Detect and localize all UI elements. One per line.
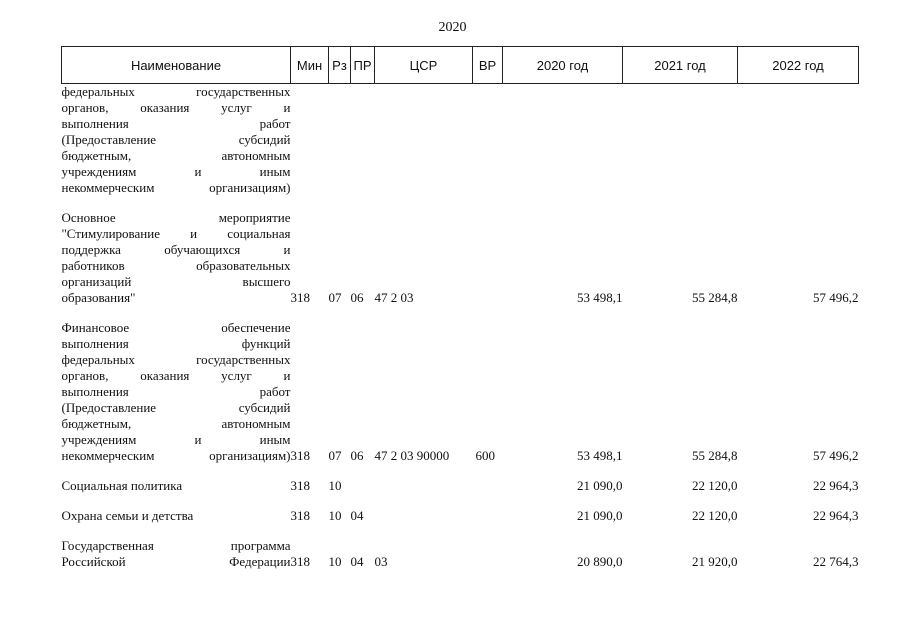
row-name-line: некоммерческим организациям)	[61, 448, 291, 463]
row-name-line: выполнения работ	[61, 116, 291, 131]
table-row	[62, 508, 859, 524]
row-name-line: органов, оказания услуг и	[61, 100, 291, 115]
row-name-line: организаций высшего	[61, 274, 291, 289]
row-name-line: бюджетным, автономным	[61, 148, 291, 163]
row-spacer	[62, 494, 859, 508]
row-name-line: Государственная программа	[61, 538, 291, 553]
header-2022: 2022 год	[738, 47, 859, 84]
row-name-line: учреждениям и иным	[61, 164, 291, 179]
budget-table	[61, 46, 859, 570]
cell-min	[291, 84, 329, 197]
table-row	[62, 538, 859, 570]
cell-pr: 04	[350, 508, 364, 523]
row-name-line: "Стимулирование и социальная	[61, 226, 291, 241]
cell-y2020: 21 090,0	[577, 478, 623, 493]
cell-rz: 10	[328, 554, 342, 569]
row-spacer	[62, 464, 859, 478]
cell-csr	[375, 84, 473, 197]
row-name-line: поддержка обучающихся и	[61, 242, 291, 257]
cell-vr	[473, 508, 503, 524]
cell-min: 318	[290, 290, 310, 305]
row-name-line: образования"	[61, 290, 136, 305]
table-row	[62, 84, 859, 197]
cell-y2020: 53 498,1	[577, 290, 623, 305]
header-min: Мин	[291, 47, 329, 84]
header-2021: 2021 год	[623, 47, 738, 84]
cell-y2020: 20 890,0	[577, 554, 623, 569]
cell-pr	[351, 478, 375, 494]
cell-y2021: 55 284,8	[692, 290, 738, 305]
cell-y2022: 57 496,2	[813, 290, 859, 305]
cell-pr: 06	[350, 290, 364, 305]
row-name	[62, 478, 291, 494]
row-name-line: Российской Федерации	[61, 554, 291, 569]
row-name-line: учреждениям и иным	[61, 432, 291, 447]
cell-vr	[473, 538, 503, 570]
cell-y2022: 22 964,3	[813, 508, 859, 523]
cell-pr: 04	[350, 554, 364, 569]
row-name-line: Основное мероприятие	[61, 210, 291, 225]
cell-vr: 600	[475, 448, 495, 463]
row-spacer	[62, 306, 859, 320]
cell-y2020	[503, 84, 623, 197]
cell-csr	[375, 508, 473, 524]
cell-vr	[473, 84, 503, 197]
row-name	[62, 84, 291, 197]
cell-rz: 10	[328, 508, 342, 523]
row-spacer-cell	[62, 196, 859, 210]
table-row	[62, 320, 859, 464]
row-name	[62, 508, 291, 524]
row-name	[62, 320, 291, 464]
row-name-line: Охрана семьи и детства	[61, 508, 194, 523]
header-rz: Рз	[329, 47, 351, 84]
cell-y2022: 57 496,2	[813, 448, 859, 463]
cell-y2020: 53 498,1	[577, 448, 623, 463]
table-body	[62, 84, 859, 571]
cell-csr: 47 2 03	[374, 290, 414, 305]
cell-vr	[473, 210, 503, 306]
cell-csr: 47 2 03 90000	[374, 448, 450, 463]
header-pr: ПР	[351, 47, 375, 84]
row-name-line: некоммерческим организациям)	[61, 180, 291, 195]
row-name-line: выполнения работ	[61, 384, 291, 399]
row-spacer	[62, 524, 859, 538]
cell-y2020: 21 090,0	[577, 508, 623, 523]
cell-min: 318	[290, 554, 310, 569]
header-2020: 2020 год	[503, 47, 623, 84]
cell-rz	[329, 84, 351, 197]
cell-y2022: 22 764,3	[813, 554, 859, 569]
table-row	[62, 210, 859, 306]
cell-rz: 10	[328, 478, 342, 493]
header-csr: ЦСР	[375, 47, 473, 84]
cell-y2021: 22 120,0	[692, 478, 738, 493]
cell-min: 318	[290, 478, 310, 493]
row-name-line: Социальная политика	[61, 478, 183, 493]
cell-y2021: 21 920,0	[692, 554, 738, 569]
table-header	[62, 47, 859, 84]
row-name	[62, 538, 291, 570]
row-name-line: бюджетным, автономным	[61, 416, 291, 431]
row-name-line: федеральных государственных	[61, 352, 291, 367]
row-name-line: Финансовое обеспечение	[61, 320, 291, 335]
cell-y2022	[738, 84, 859, 197]
row-spacer-cell	[62, 464, 859, 478]
row-name-line: (Предоставление субсидий	[61, 132, 291, 147]
row-spacer-cell	[62, 524, 859, 538]
cell-rz: 07	[328, 290, 342, 305]
cell-y2021	[623, 84, 738, 197]
row-spacer	[62, 196, 859, 210]
row-name-line: органов, оказания услуг и	[61, 368, 291, 383]
cell-min: 318	[290, 508, 310, 523]
page-number: 2020	[438, 20, 467, 35]
header-name: Наименование	[62, 47, 291, 84]
row-name-line: работников образовательных	[61, 258, 291, 273]
header-vr: ВР	[473, 47, 503, 84]
cell-pr	[351, 84, 375, 197]
row-name-line: выполнения функций	[61, 336, 291, 351]
cell-csr	[375, 478, 473, 494]
row-name	[62, 210, 291, 306]
cell-pr: 06	[350, 448, 364, 463]
cell-vr	[473, 478, 503, 494]
cell-y2021: 22 120,0	[692, 508, 738, 523]
cell-csr: 03	[374, 554, 388, 569]
cell-y2021: 55 284,8	[692, 448, 738, 463]
cell-min: 318	[290, 448, 310, 463]
cell-y2022: 22 964,3	[813, 478, 859, 493]
row-name-line: федеральных государственных	[61, 84, 291, 99]
cell-rz: 07	[328, 448, 342, 463]
table-row	[62, 478, 859, 494]
row-spacer-cell	[62, 494, 859, 508]
row-spacer-cell	[62, 306, 859, 320]
row-name-line: (Предоставление субсидий	[61, 400, 291, 415]
